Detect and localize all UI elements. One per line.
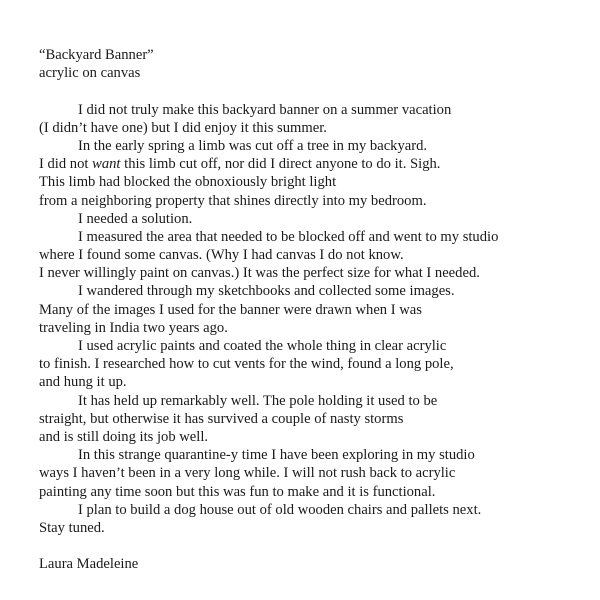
body-line: This limb had blocked the obnoxiously bright light [39, 174, 337, 191]
body-line: In the early spring a limb was cut off a tree in my backyard. [78, 137, 428, 154]
body-line: I needed a solution. [78, 210, 193, 227]
body-line: from a neighboring property that shines directly into my bedroom. [39, 192, 427, 209]
body-line: where I found some canvas. (Why I had canvas I do not know. [39, 247, 404, 264]
body-line: It has held up remarkably well. The pole holding it used to be [78, 392, 438, 409]
artwork-title: “Backyard Banner” [39, 47, 154, 63]
body-line: and hung it up. [39, 374, 127, 391]
body-line [39, 155, 595, 173]
body-line: painting any time soon but this was fun to make and it is functional. [39, 483, 436, 500]
body-line-pre: I did not [39, 156, 93, 173]
signature: Laura Madeleine [39, 556, 139, 573]
body-line-post: this limb cut off, nor did I direct anyone to do it. Sigh. [120, 156, 441, 173]
emphasized-word: want [92, 156, 121, 173]
artwork-medium: acrylic on canvas [39, 65, 141, 82]
body-line: to finish. I researched how to cut vents for the wind, found a long pole, [39, 356, 454, 373]
body-line: straight, but otherwise it has survived a couple of nasty storms [39, 410, 404, 427]
body-line: I measured the area that needed to be blocked off and went to my studio [78, 228, 499, 245]
body-line: (I didn’t have one) but I did enjoy it this summer. [39, 119, 327, 136]
body-line: Many of the images I used for the banner were drawn when I was [39, 301, 422, 318]
body-line: I used acrylic paints and coated the whole thing in clear acrylic [78, 338, 447, 354]
body-line: and is still doing its job well. [39, 428, 209, 445]
body-line: ways I haven’t been in a very long while. I will not rush back to acrylic [39, 465, 456, 482]
body-line: I wandered through my sketchbooks and collected some images. [78, 283, 455, 300]
body-line: I did not truly make this backyard banner on a summer vacation [78, 101, 452, 118]
body-line: I never willingly paint on canvas.) It was the perfect size for what I needed. [39, 265, 480, 282]
body-line: Stay tuned. [39, 519, 105, 536]
body-text [39, 101, 595, 538]
body-line: I plan to build a dog house out of old wooden chairs and pallets next. [78, 501, 482, 518]
document [39, 46, 595, 573]
body-line: traveling in India two years ago. [39, 319, 228, 336]
spacer [39, 537, 595, 555]
spacer [39, 82, 595, 100]
body-line: In this strange quarantine-y time I have been exploring in my studio [78, 447, 475, 464]
